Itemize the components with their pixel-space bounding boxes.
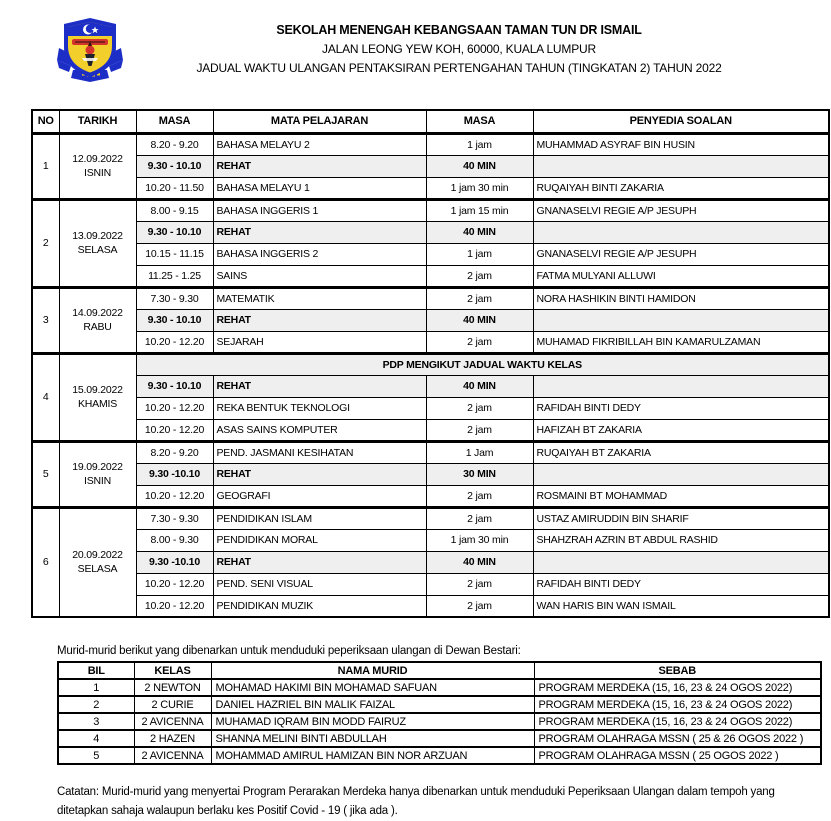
- student-row: [58, 747, 821, 764]
- document-title: JADUAL WAKTU ULANGAN PENTAKSIRAN PERTENGAHAN TAHUN (TINGKATAN 2) TAHUN 2022: [196, 61, 722, 75]
- cell-subject: REHAT: [213, 309, 426, 331]
- cell-provider: GNANASELVI REGIE A/P JESUPH: [533, 243, 829, 265]
- schedule-row: [32, 309, 829, 331]
- cell-provider: HAFIZAH BT ZAKARIA: [533, 419, 829, 441]
- cell-masa: 10.20 - 12.20: [136, 419, 213, 441]
- group-date: 14.09.2022: [72, 306, 123, 319]
- students-intro: Murid-murid berikut yang dibenarkan untuk menduduki peperiksaan ulangan di Dewan Bestari:: [57, 645, 521, 657]
- student-row: [58, 696, 821, 713]
- cell-duration: 1 jam 15 min: [426, 199, 533, 221]
- group-day: KHAMIS: [77, 398, 118, 410]
- cell-subject: REHAT: [213, 551, 426, 573]
- cell-group-no: 2: [32, 199, 59, 287]
- schedule-row: [32, 441, 829, 463]
- cell-duration: 40 MIN: [426, 551, 533, 573]
- cell-provider: RUQAIYAH BT ZAKARIA: [533, 441, 829, 463]
- cell-provider: [533, 309, 829, 331]
- cell-nama-murid: MOHAMAD HAKIMI BIN MOHAMAD SAFUAN: [211, 679, 534, 696]
- school-name: SEKOLAH MENENGAH KEBANGSAAN TAMAN TUN DR ISMAIL: [276, 23, 642, 37]
- students-col-header-2: NAMA MURID: [211, 662, 534, 679]
- group-day: ISNIN: [83, 167, 111, 179]
- schedule-col-header-5: PENYEDIA SOALAN: [533, 110, 829, 133]
- cell-masa: 10.20 - 12.20: [136, 331, 213, 353]
- cell-subject: ASAS SAINS KOMPUTER: [213, 419, 426, 441]
- cell-group-date: [59, 441, 136, 507]
- cell-provider: WAN HARIS BIN WAN ISMAIL: [533, 595, 829, 617]
- cell-masa: 11.25 - 1.25: [136, 265, 213, 287]
- schedule-table: [31, 109, 830, 618]
- cell-duration: 40 MIN: [426, 221, 533, 243]
- schedule-row: [32, 243, 829, 265]
- cell-group-no: 4: [32, 353, 59, 441]
- cell-nama-murid: MUHAMAD IQRAM BIN MODD FAIRUZ: [211, 713, 534, 730]
- cell-duration: 1 jam: [426, 243, 533, 265]
- group-day: SELASA: [77, 244, 118, 256]
- note-text: Catatan: Murid-murid yang menyertai Program Perarakan Merdeka hanya dibenarkan untuk menduduki Peperiksaan Ulangan dalam tempoh yang ditetapkan sahaja walaupun berlaku kes Positif Covid - 19 ( jika ada ).: [57, 786, 775, 817]
- cell-kelas: 2 NEWTON: [134, 679, 211, 696]
- schedule-col-header-0: NO: [32, 110, 59, 133]
- group-date: 12.09.2022: [72, 152, 123, 165]
- cell-duration: 30 MIN: [426, 463, 533, 485]
- cell-sebab: PROGRAM OLAHRAGA MSSN ( 25 & 26 OGOS 2022 ): [534, 730, 821, 747]
- cell-masa: 9.30 -10.10: [136, 463, 213, 485]
- cell-masa: 8.00 - 9.15: [136, 199, 213, 221]
- cell-masa: 8.00 - 9.30: [136, 529, 213, 551]
- cell-masa: 8.20 - 9.20: [136, 441, 213, 463]
- schedule-row: [32, 551, 829, 573]
- cell-subject: MATEMATIK: [213, 287, 426, 309]
- schedule-row: [32, 507, 829, 529]
- cell-group-date: [59, 133, 136, 199]
- schedule-row: [32, 265, 829, 287]
- cell-group-date: [59, 353, 136, 441]
- cell-duration: 2 jam: [426, 287, 533, 309]
- cell-duration: 2 jam: [426, 507, 533, 529]
- cell-kelas: 2 HAZEN: [134, 730, 211, 747]
- school-logo: [55, 14, 125, 91]
- cell-duration: 40 MIN: [426, 155, 533, 177]
- cell-provider: ROSMAINI BT MOHAMMAD: [533, 485, 829, 507]
- cell-subject: PENDIDIKAN MUZIK: [213, 595, 426, 617]
- cell-masa: 10.20 - 12.20: [136, 485, 213, 507]
- schedule-row: [32, 419, 829, 441]
- students-header-row: [58, 662, 821, 679]
- schedule-table-body: [32, 133, 829, 617]
- schedule-row: [32, 133, 829, 155]
- cell-subject: PEND. SENI VISUAL: [213, 573, 426, 595]
- cell-masa: 7.30 - 9.30: [136, 507, 213, 529]
- cell-kelas: 2 AVICENNA: [134, 713, 211, 730]
- schedule-row: [32, 463, 829, 485]
- cell-duration: 40 MIN: [426, 375, 533, 397]
- cell-subject: PEND. JASMANI KESIHATAN: [213, 441, 426, 463]
- cell-duration: 1 jam 30 min: [426, 177, 533, 199]
- cell-masa: 10.20 - 12.20: [136, 573, 213, 595]
- cell-duration: 2 jam: [426, 485, 533, 507]
- schedule-row: [32, 155, 829, 177]
- cell-subject: PENDIDIKAN MORAL: [213, 529, 426, 551]
- schedule-row: [32, 287, 829, 309]
- cell-masa: 9.30 - 10.10: [136, 221, 213, 243]
- cell-nama-murid: SHANNA MELINI BINTI ABDULLAH: [211, 730, 534, 747]
- group-day: ISNIN: [83, 475, 111, 487]
- cell-duration: 2 jam: [426, 265, 533, 287]
- cell-subject: BAHASA MELAYU 2: [213, 133, 426, 155]
- schedule-col-header-1: TARIKH: [59, 110, 136, 133]
- document-header: [0, 14, 831, 98]
- student-row: [58, 679, 821, 696]
- cell-duration: 2 jam: [426, 331, 533, 353]
- schedule-row: [32, 397, 829, 419]
- cell-provider: RUQAIYAH BINTI ZAKARIA: [533, 177, 829, 199]
- cell-subject: REHAT: [213, 221, 426, 243]
- cell-provider: NORA HASHIKIN BINTI HAMIDON: [533, 287, 829, 309]
- schedule-row: [32, 375, 829, 397]
- cell-masa: 10.15 - 11.15: [136, 243, 213, 265]
- group-date: 15.09.2022: [72, 383, 123, 396]
- cell-subject: SAINS: [213, 265, 426, 287]
- schedule-row: [32, 353, 829, 375]
- cell-sebab: PROGRAM MERDEKA (15, 16, 23 & 24 OGOS 2022): [534, 679, 821, 696]
- cell-masa: 8.20 - 9.20: [136, 133, 213, 155]
- cell-sebab: PROGRAM MERDEKA (15, 16, 23 & 24 OGOS 2022): [534, 713, 821, 730]
- cell-group-no: 3: [32, 287, 59, 353]
- schedule-row: [32, 573, 829, 595]
- schedule-row: [32, 529, 829, 551]
- schedule-row: [32, 595, 829, 617]
- cell-subject: BAHASA INGGERIS 1: [213, 199, 426, 221]
- cell-sebab: PROGRAM MERDEKA (15, 16, 23 & 24 OGOS 2022): [534, 696, 821, 713]
- schedule-row: [32, 221, 829, 243]
- cell-masa: 9.30 - 10.10: [136, 155, 213, 177]
- cell-masa: 10.20 - 12.20: [136, 397, 213, 419]
- cell-group-date: [59, 507, 136, 617]
- cell-subject: REHAT: [213, 155, 426, 177]
- cell-subject: REHAT: [213, 463, 426, 485]
- header-text-block: [125, 14, 831, 75]
- cell-subject: BAHASA INGGERIS 2: [213, 243, 426, 265]
- cell-kelas: 2 CURIE: [134, 696, 211, 713]
- cell-provider: [533, 221, 829, 243]
- cell-duration: 1 Jam: [426, 441, 533, 463]
- cell-sebab: PROGRAM OLAHRAGA MSSN ( 25 OGOS 2022 ): [534, 747, 821, 764]
- cell-provider: [533, 375, 829, 397]
- schedule-col-header-4: MASA: [426, 110, 533, 133]
- schedule-row: [32, 485, 829, 507]
- cell-group-date: [59, 287, 136, 353]
- cell-provider: FATMA MULYANI ALLUWI: [533, 265, 829, 287]
- cell-provider: MUHAMAD FIKRIBILLAH BIN KAMARULZAMAN: [533, 331, 829, 353]
- schedule-row: [32, 331, 829, 353]
- cell-provider: RAFIDAH BINTI DEDY: [533, 573, 829, 595]
- cell-provider: [533, 463, 829, 485]
- cell-bil: 4: [58, 730, 134, 747]
- cell-duration: 2 jam: [426, 595, 533, 617]
- students-table: [57, 661, 822, 765]
- cell-bil: 5: [58, 747, 134, 764]
- students-table-body: [58, 679, 821, 764]
- schedule-col-header-2: MASA: [136, 110, 213, 133]
- cell-masa: 10.20 - 11.50: [136, 177, 213, 199]
- cell-masa: 9.30 - 10.10: [136, 375, 213, 397]
- cell-nama-murid: DANIEL HAZRIEL BIN MALIK FAIZAL: [211, 696, 534, 713]
- group-date: 20.09.2022: [72, 549, 123, 562]
- students-col-header-0: BIL: [58, 662, 134, 679]
- cell-provider: USTAZ AMIRUDDIN BIN SHARIF: [533, 507, 829, 529]
- cell-subject: BAHASA MELAYU 1: [213, 177, 426, 199]
- cell-subject: PENDIDIKAN ISLAM: [213, 507, 426, 529]
- cell-subject: REHAT: [213, 375, 426, 397]
- cell-masa: 10.20 - 12.20: [136, 595, 213, 617]
- cell-group-no: 5: [32, 441, 59, 507]
- cell-duration: 2 jam: [426, 397, 533, 419]
- student-row: [58, 730, 821, 747]
- cell-group-date: [59, 199, 136, 287]
- schedule-row: [32, 177, 829, 199]
- school-crest-icon: [55, 14, 125, 86]
- cell-duration: 2 jam: [426, 419, 533, 441]
- school-address: JALAN LEONG YEW KOH, 60000, KUALA LUMPUR: [322, 42, 596, 56]
- group-day: RABU: [83, 321, 112, 333]
- cell-provider: MUHAMMAD ASYRAF BIN HUSIN: [533, 133, 829, 155]
- cell-subject: GEOGRAFI: [213, 485, 426, 507]
- schedule-col-header-3: MATA PELAJARAN: [213, 110, 426, 133]
- schedule-row: [32, 199, 829, 221]
- cell-duration: 1 jam 30 min: [426, 529, 533, 551]
- cell-duration: 40 MIN: [426, 309, 533, 331]
- cell-group-no: 6: [32, 507, 59, 617]
- cell-provider: [533, 551, 829, 573]
- cell-provider: GNANASELVI REGIE A/P JESUPH: [533, 199, 829, 221]
- group-day: SELASA: [77, 563, 118, 576]
- group-date: 19.09.2022: [72, 460, 123, 473]
- cell-provider: RAFIDAH BINTI DEDY: [533, 397, 829, 419]
- students-col-header-1: KELAS: [134, 662, 211, 679]
- cell-pdp-notice: PDP MENGIKUT JADUAL WAKTU KELAS: [136, 353, 829, 375]
- cell-masa: 9.30 - 10.10: [136, 309, 213, 331]
- cell-kelas: 2 AVICENNA: [134, 747, 211, 764]
- student-row: [58, 713, 821, 730]
- students-col-header-3: SEBAB: [534, 662, 821, 679]
- cell-bil: 3: [58, 713, 134, 730]
- cell-provider: SHAHZRAH AZRIN BT ABDUL RASHID: [533, 529, 829, 551]
- cell-provider: [533, 155, 829, 177]
- cell-group-no: 1: [32, 133, 59, 199]
- cell-masa: 7.30 - 9.30: [136, 287, 213, 309]
- cell-duration: 1 jam: [426, 133, 533, 155]
- cell-nama-murid: MOHAMMAD AMIRUL HAMIZAN BIN NOR ARZUAN: [211, 747, 534, 764]
- cell-masa: 9.30 -10.10: [136, 551, 213, 573]
- cell-subject: SEJARAH: [213, 331, 426, 353]
- schedule-header-row: [32, 110, 829, 133]
- cell-bil: 2: [58, 696, 134, 713]
- group-date: 13.09.2022: [72, 229, 123, 242]
- cell-bil: 1: [58, 679, 134, 696]
- cell-duration: 2 jam: [426, 573, 533, 595]
- cell-subject: REKA BENTUK TEKNOLOGI: [213, 397, 426, 419]
